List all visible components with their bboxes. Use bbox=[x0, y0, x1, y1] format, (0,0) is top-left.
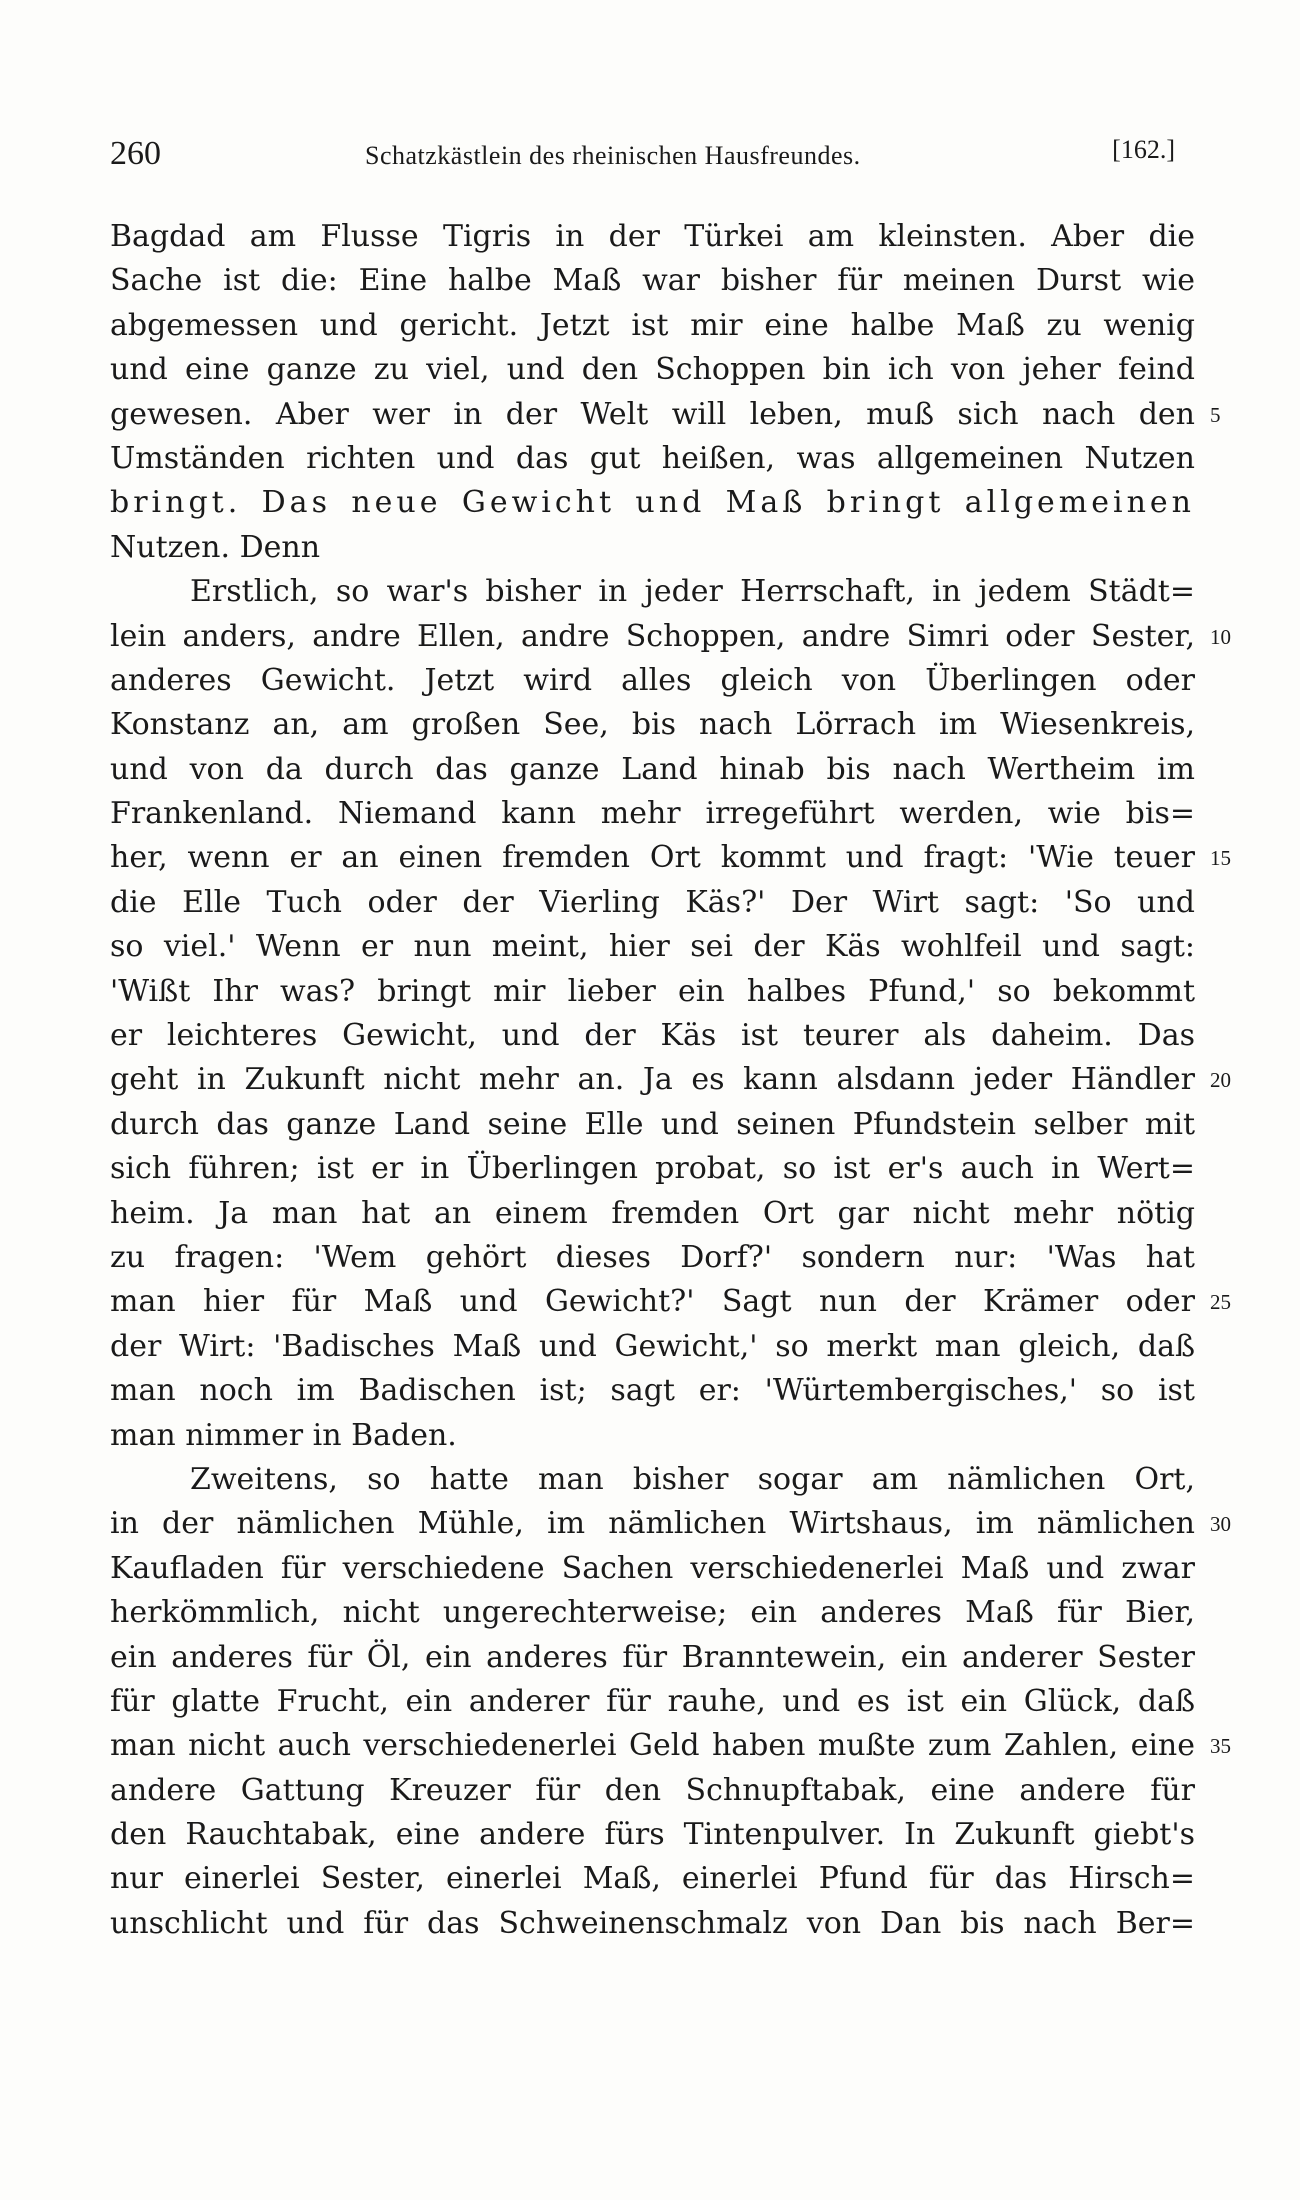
text-line bbox=[110, 526, 1195, 570]
text-line bbox=[110, 1902, 1195, 1946]
text-line bbox=[110, 570, 1195, 614]
text-line bbox=[110, 703, 1195, 747]
line-text: man nicht auch verschiedenerlei Geld haben mußte zum Zahlen, eine bbox=[110, 1728, 1195, 1764]
line-text: und von da durch das ganze Land hinab bis nach Wertheim im bbox=[110, 751, 1195, 787]
line-text: Nutzen. Denn bbox=[110, 529, 321, 565]
text-line bbox=[110, 437, 1195, 481]
line-number: 15 bbox=[1210, 846, 1231, 871]
line-text: anderes Gewicht. Jetzt wird alles gleich von Überlingen oder bbox=[110, 662, 1195, 698]
text-line bbox=[110, 1502, 1231, 1546]
line-text: man nimmer in Baden. bbox=[110, 1417, 457, 1453]
text-line bbox=[110, 659, 1195, 703]
line-text: ein anderes für Öl, ein anderes für Branntewein, ein anderer Sester bbox=[110, 1639, 1195, 1675]
text-line bbox=[110, 615, 1231, 659]
line-text: sich führen; ist er in Überlingen probat, so ist er's auch in Wert= bbox=[110, 1151, 1195, 1187]
text-line bbox=[110, 1547, 1195, 1591]
line-text: andere Gattung Kreuzer für den Schnupftabak, eine andere für bbox=[110, 1772, 1195, 1808]
text-line bbox=[110, 1458, 1195, 1502]
text-line bbox=[110, 836, 1231, 880]
text-line bbox=[110, 1813, 1195, 1857]
line-text: man hier für Maß und Gewicht?' Sagt nun der Krämer oder bbox=[110, 1284, 1195, 1320]
line-number: 20 bbox=[1210, 1068, 1231, 1093]
line-text: Kaufladen für verschiedene Sachen verschiedenerlei Maß und zwar bbox=[110, 1550, 1195, 1586]
line-text: er leichteres Gewicht, und der Käs ist teurer als daheim. Das bbox=[110, 1018, 1195, 1054]
text-line bbox=[110, 881, 1195, 925]
line-text: 'Wißt Ihr was? bringt mir lieber ein halbes Pfund,' so bekommt bbox=[110, 973, 1195, 1009]
text-line bbox=[110, 1147, 1195, 1191]
text-line bbox=[110, 1280, 1231, 1324]
text-line bbox=[110, 1369, 1195, 1413]
text-line bbox=[110, 259, 1195, 303]
text-line bbox=[110, 1724, 1231, 1768]
line-text: Sache ist die: Eine halbe Maß war bisher für meinen Durst wie bbox=[110, 263, 1195, 299]
text-line bbox=[110, 1103, 1195, 1147]
text-line bbox=[110, 748, 1195, 792]
text-line bbox=[110, 1680, 1195, 1724]
text-line bbox=[110, 1769, 1195, 1813]
line-text: geht in Zukunft nicht mehr an. Ja es kann alsdann jeder Händler bbox=[110, 1062, 1195, 1098]
line-text: unschlicht und für das Schweinenschmalz von Dan bis nach Ber= bbox=[110, 1905, 1195, 1941]
text-line bbox=[110, 1414, 1195, 1458]
line-text: nur einerlei Sester, einerlei Maß, einerlei Pfund für das Hirsch= bbox=[110, 1861, 1195, 1897]
page-header bbox=[110, 135, 1175, 195]
line-text: lein anders, andre Ellen, andre Schoppen, andre Simri oder Sester, bbox=[110, 618, 1195, 654]
body-text bbox=[110, 215, 1231, 1946]
line-text: zu fragen: 'Wem gehört dieses Dorf?' sondern nur: 'Was hat bbox=[110, 1239, 1195, 1275]
line-text: Konstanz an, am großen See, bis nach Lörrach im Wiesenkreis, bbox=[110, 707, 1195, 743]
text-line bbox=[110, 393, 1221, 437]
line-text: für glatte Frucht, ein anderer für rauhe, und es ist ein Glück, daß bbox=[110, 1683, 1195, 1719]
running-title: Schatzkästlein des rheinischen Hausfreundes. bbox=[365, 141, 861, 170]
line-text: gewesen. Aber wer in der Welt will leben, muß sich nach den bbox=[110, 396, 1195, 432]
line-text: Zweitens, so hatte man bisher sogar am nämlichen Ort, bbox=[190, 1461, 1195, 1497]
line-text: so viel.' Wenn er nun meint, hier sei der Käs wohlfeil und sagt: bbox=[110, 929, 1195, 965]
line-text: der Wirt: 'Badisches Maß und Gewicht,' so merkt man gleich, daß bbox=[110, 1328, 1195, 1364]
line-text: den Rauchtabak, eine andere fürs Tintenpulver. In Zukunft giebt's bbox=[110, 1817, 1195, 1853]
line-text: in der nämlichen Mühle, im nämlichen Wirtshaus, im nämlichen bbox=[110, 1506, 1195, 1542]
line-number: 35 bbox=[1210, 1734, 1231, 1759]
text-line bbox=[110, 1058, 1231, 1102]
line-text: Erstlich, so war's bisher in jeder Herrschaft, in jedem Städt= bbox=[190, 574, 1195, 610]
text-line bbox=[110, 792, 1195, 836]
line-text: bringt. Das neue Gewicht und Maß bringt allgemeinen bbox=[110, 485, 1195, 521]
line-text: man noch im Badischen ist; sagt er: 'Würtembergisches,' so ist bbox=[110, 1373, 1195, 1409]
text-line bbox=[110, 925, 1195, 969]
line-text: heim. Ja man hat an einem fremden Ort gar nicht mehr nötig bbox=[110, 1195, 1195, 1231]
sheet-reference: [162.] bbox=[1112, 135, 1175, 164]
line-text: Umständen richten und das gut heißen, was allgemeinen Nutzen bbox=[110, 440, 1195, 476]
page-number: 260 bbox=[110, 135, 161, 172]
line-text: herkömmlich, nicht ungerechterweise; ein anderes Maß für Bier, bbox=[110, 1595, 1195, 1631]
line-number: 25 bbox=[1210, 1290, 1231, 1315]
text-line bbox=[110, 1636, 1195, 1680]
line-text: und eine ganze zu viel, und den Schoppen bin ich von jeher feind bbox=[110, 352, 1195, 388]
text-line bbox=[110, 304, 1195, 348]
text-line bbox=[110, 481, 1195, 525]
line-text: Bagdad am Flusse Tigris in der Türkei am kleinsten. Aber die bbox=[110, 219, 1195, 254]
line-text: Frankenland. Niemand kann mehr irregeführt werden, wie bis= bbox=[110, 796, 1195, 832]
text-line bbox=[110, 970, 1195, 1014]
text-line bbox=[110, 215, 1195, 259]
text-line bbox=[110, 348, 1195, 392]
line-number: 5 bbox=[1210, 402, 1221, 427]
text-line bbox=[110, 1857, 1195, 1901]
line-text: her, wenn er an einen fremden Ort kommt und fragt: 'Wie teuer bbox=[110, 840, 1195, 876]
line-text: durch das ganze Land seine Elle und seinen Pfundstein selber mit bbox=[110, 1106, 1195, 1142]
text-line bbox=[110, 1192, 1195, 1236]
text-line bbox=[110, 1014, 1195, 1058]
line-number: 30 bbox=[1210, 1512, 1231, 1537]
text-line bbox=[110, 1236, 1195, 1280]
text-line bbox=[110, 1591, 1195, 1635]
line-number: 10 bbox=[1210, 624, 1231, 649]
line-text: die Elle Tuch oder der Vierling Käs?' Der Wirt sagt: 'So und bbox=[110, 884, 1195, 920]
text-line bbox=[110, 1325, 1195, 1369]
line-text: abgemessen und gericht. Jetzt ist mir eine halbe Maß zu wenig bbox=[110, 307, 1195, 343]
